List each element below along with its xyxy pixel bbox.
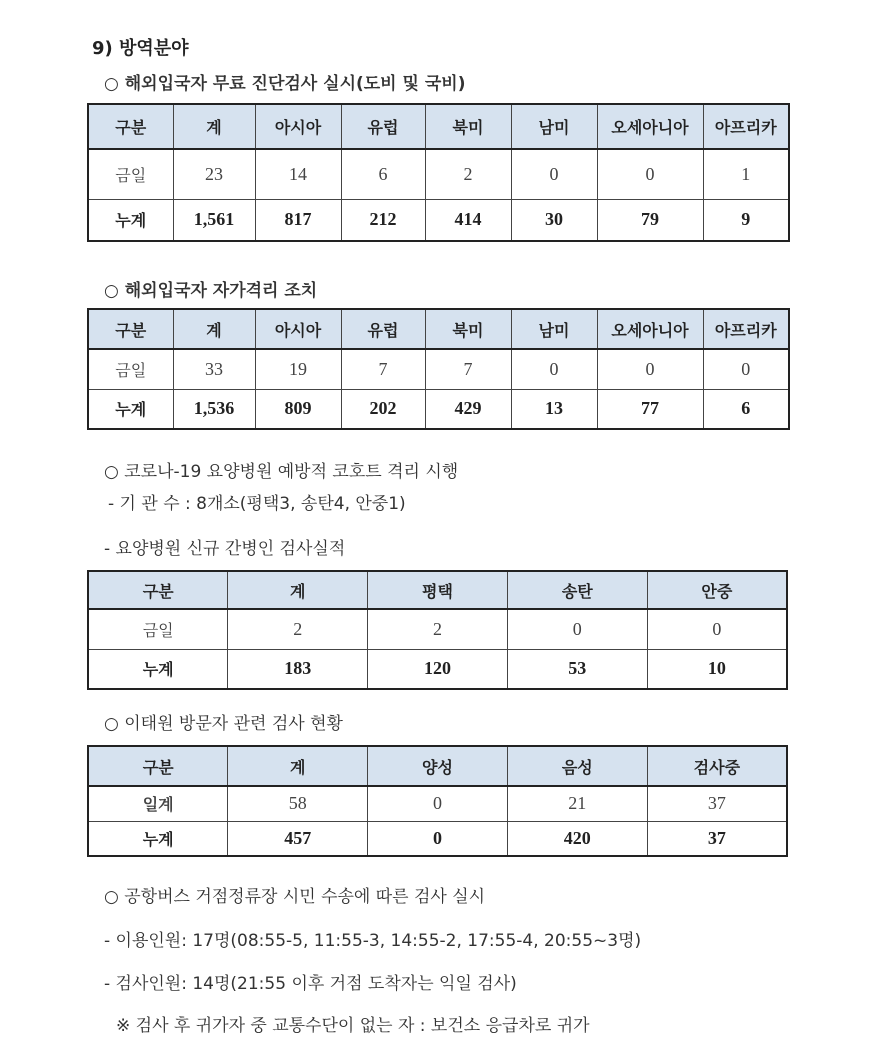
column-header: 유럽 [341,309,425,349]
column-header: 송탄 [507,571,647,609]
table-cell: 19 [255,349,341,389]
table-cell: 120 [368,649,508,689]
row-label: 금일 [88,149,173,199]
column-header: 아프리카 [703,309,789,349]
table-cell: 212 [341,199,425,241]
column-header: 구분 [88,309,173,349]
table-row [88,199,789,241]
column-header: 아프리카 [703,104,789,149]
column-header: 남미 [511,104,597,149]
bus-note-line: ※ 검사 후 귀가자 중 교통수단이 없는 자 : 보건소 응급차로 귀가 [116,1016,590,1036]
column-header: 구분 [88,571,228,609]
table-cell: 420 [507,821,647,856]
column-header: 계 [173,104,255,149]
table-cell: 457 [228,821,368,856]
table-row [88,821,787,856]
table-cell: 0 [703,349,789,389]
column-header: 북미 [425,104,511,149]
table-cell: 2 [368,609,508,649]
column-header: 남미 [511,309,597,349]
row-label: 일계 [88,786,228,821]
table-cell: 0 [511,149,597,199]
table-row [88,649,787,689]
heading-cohort-isolation: ○ 코로나-19 요양병원 예방적 코호트 격리 시행 [104,462,459,482]
table-cell: 2 [425,149,511,199]
table-header-row [88,309,789,349]
table-cell: 6 [341,149,425,199]
table-cell: 21 [507,786,647,821]
table-header-row [88,104,789,149]
table-row [88,786,787,821]
column-header: 아시아 [255,104,341,149]
column-header: 구분 [88,104,173,149]
table-cell: 1,536 [173,389,255,429]
table-cell: 0 [597,349,703,389]
table-cell: 0 [647,609,787,649]
table-cell: 429 [425,389,511,429]
column-header: 구분 [88,746,228,786]
column-header: 북미 [425,309,511,349]
table-cell: 77 [597,389,703,429]
section-title: 9) 방역분야 [92,38,189,59]
row-label: 누계 [88,389,173,429]
table-cell: 0 [368,786,508,821]
column-header: 유럽 [341,104,425,149]
table-cell: 817 [255,199,341,241]
column-header: 음성 [507,746,647,786]
row-label: 누계 [88,821,228,856]
table-header-row [88,571,787,609]
table-cell: 183 [228,649,368,689]
table-header-row [88,746,787,786]
table-cell: 1 [703,149,789,199]
row-label: 금일 [88,609,228,649]
table-row [88,149,789,199]
table-cell: 6 [703,389,789,429]
column-header: 양성 [368,746,508,786]
row-label: 누계 [88,199,173,241]
column-header: 오세아니아 [597,309,703,349]
bus-users-line: - 이용인원: 17명(08:55-5, 11:55-3, 14:55-2, 17:55-4, 20:55~3명) [104,931,642,951]
table-cell: 1,561 [173,199,255,241]
table-cell: 37 [647,786,787,821]
table-cell: 2 [228,609,368,649]
table-row [88,349,789,389]
heading-airport-bus: ○ 공항버스 거점정류장 시민 수송에 따른 검사 실시 [104,887,486,907]
table-cell: 202 [341,389,425,429]
table-cell: 58 [228,786,368,821]
caregiver-testing-table [87,570,788,690]
table-cell: 809 [255,389,341,429]
column-header: 오세아니아 [597,104,703,149]
table-cell: 14 [255,149,341,199]
column-header: 아시아 [255,309,341,349]
bus-tested-line: - 검사인원: 14명(21:55 이후 거점 도착자는 익일 검사) [104,974,517,994]
table-cell: 37 [647,821,787,856]
row-label: 누계 [88,649,228,689]
table-cell: 0 [368,821,508,856]
heading-itaewon-testing: ○ 이태원 방문자 관련 검사 현황 [104,714,343,734]
table-cell: 7 [341,349,425,389]
table-cell: 30 [511,199,597,241]
table-cell: 414 [425,199,511,241]
table-cell: 23 [173,149,255,199]
table-row [88,389,789,429]
column-header: 평택 [368,571,508,609]
table-cell: 9 [703,199,789,241]
column-header: 안중 [647,571,787,609]
table-cell: 13 [511,389,597,429]
heading-overseas-testing: ○ 해외입국자 무료 진단검사 실시(도비 및 국비) [104,74,466,94]
table-cell: 53 [507,649,647,689]
self-quarantine-table [87,308,790,430]
column-header: 계 [173,309,255,349]
table-cell: 10 [647,649,787,689]
caregiver-testing-line: - 요양병원 신규 간병인 검사실적 [104,539,346,559]
table-cell: 33 [173,349,255,389]
itaewon-testing-table [87,745,788,857]
table-cell: 0 [507,609,647,649]
table-row [88,609,787,649]
row-label: 금일 [88,349,173,389]
heading-self-quarantine: ○ 해외입국자 자가격리 조치 [104,281,318,301]
column-header: 계 [228,746,368,786]
table-cell: 0 [597,149,703,199]
column-header: 계 [228,571,368,609]
table-cell: 7 [425,349,511,389]
facility-count-line: - 기 관 수 : 8개소(평택3, 송탄4, 안중1) [108,494,406,514]
table-cell: 79 [597,199,703,241]
overseas-testing-table [87,103,790,242]
column-header: 검사중 [647,746,787,786]
table-cell: 0 [511,349,597,389]
